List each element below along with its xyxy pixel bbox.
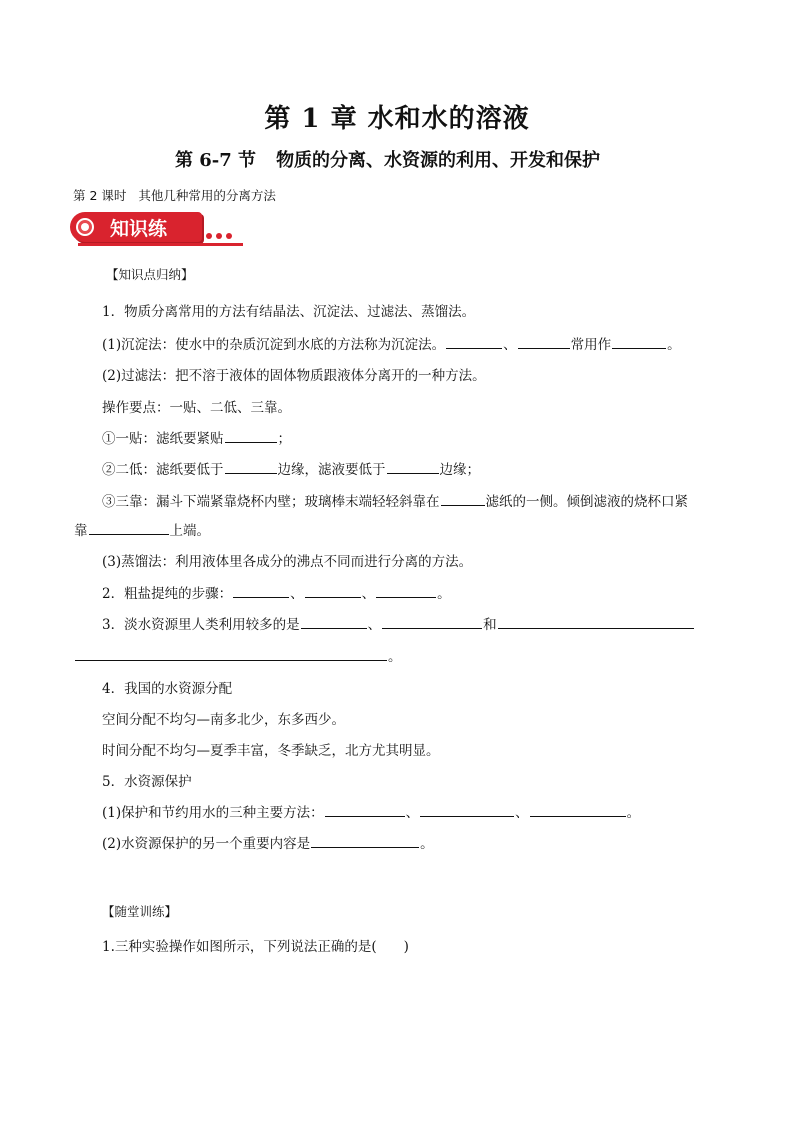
text: 和	[483, 617, 497, 633]
fill-blank[interactable]	[420, 804, 514, 817]
knowledge-line-other	[102, 832, 434, 852]
banner-label: 知识练	[110, 218, 168, 240]
text: 、	[290, 586, 304, 602]
lesson-title	[73, 186, 276, 204]
text: 、	[361, 586, 376, 602]
text: 靠	[74, 523, 88, 539]
text: 。	[626, 805, 641, 821]
fill-blank[interactable]	[382, 616, 482, 629]
fill-blank[interactable]	[325, 804, 405, 817]
knowledge-line-salt-purification	[102, 582, 451, 602]
fill-blank[interactable]	[305, 585, 361, 598]
knowledge-line-sedimentation	[102, 333, 681, 353]
knowledge-line-two-low	[102, 458, 480, 478]
knowledge-line-one-stick	[102, 427, 291, 447]
fill-blank[interactable]	[225, 461, 277, 474]
chapter-title: 第 1 章 水和水的溶液	[264, 104, 530, 134]
text: 上端。	[169, 523, 210, 539]
text: (1)保护和节约用水的三种主要方法：	[102, 805, 324, 821]
fill-blank[interactable]	[518, 336, 570, 349]
section-subtitle	[175, 146, 600, 172]
knowledge-line-three-lean-cont	[74, 519, 210, 539]
text: 边缘，滤液要低于	[277, 462, 386, 478]
fill-blank[interactable]	[89, 522, 169, 535]
fill-blank[interactable]	[311, 835, 419, 848]
knowledge-line-methods	[102, 801, 640, 821]
text: 滤纸的一侧。倾倒滤液的烧杯口紧	[485, 494, 688, 510]
knowledge-line-freshwater	[102, 613, 695, 633]
knowledge-heading: 【知识点归纳】	[106, 267, 194, 282]
knowledge-line-distillation: (3)蒸馏法：利用液体里各成分的沸点不同而进行分离的方法。	[102, 554, 473, 570]
fill-blank[interactable]	[441, 493, 485, 506]
ellipsis-dots-icon	[206, 224, 236, 243]
knowledge-line-filtration: (2)过滤法：把不溶于液体的固体物质跟液体分离开的一种方法。	[102, 368, 486, 384]
knowledge-line-key-points: 操作要点：一贴、二低、三靠。	[102, 400, 291, 416]
practice-heading: 【随堂训练】	[102, 904, 178, 919]
fill-blank[interactable]	[498, 616, 694, 629]
fill-blank[interactable]	[530, 804, 626, 817]
text: 常用作	[570, 337, 612, 353]
text: 3．淡水资源里人类利用较多的是	[102, 617, 300, 633]
text: (2)水资源保护的另一个重要内容是	[102, 836, 311, 852]
banner-underline	[78, 243, 243, 246]
fill-blank[interactable]	[301, 616, 367, 629]
text: 边缘；	[439, 462, 480, 478]
fill-blank[interactable]	[376, 585, 436, 598]
fill-blank[interactable]	[75, 648, 387, 661]
section-number: 第 6-7 节	[175, 150, 257, 171]
text: ①一贴：滤纸要紧贴	[102, 431, 224, 447]
text: 、	[367, 617, 382, 633]
text: 、	[503, 337, 517, 353]
banner-badge	[70, 212, 202, 242]
text: ③三靠：漏斗下端紧靠烧杯内壁；玻璃棒末端轻轻斜靠在	[102, 494, 440, 510]
fill-blank[interactable]	[225, 430, 277, 443]
lesson-name: 其他几种常用的分离方法	[138, 188, 276, 203]
knowledge-line-temporal: 时间分配不均匀—夏季丰富，冬季缺乏，北方尤其明显。	[102, 743, 440, 759]
badge-dot-icon	[81, 223, 89, 231]
section-name: 物质的分离、水资源的利用、开发和保护	[276, 150, 601, 171]
text: ；	[277, 431, 291, 447]
knowledge-line-distribution: 4．我国的水资源分配	[102, 681, 233, 697]
knowledge-line-freshwater-cont	[74, 645, 402, 665]
text: ②二低：滤纸要低于	[102, 462, 224, 478]
knowledge-banner	[70, 212, 245, 246]
knowledge-line-spatial: 空间分配不均匀—南多北少，东多西少。	[102, 712, 345, 728]
text: 。	[437, 586, 451, 602]
fill-blank[interactable]	[387, 461, 439, 474]
lesson-number: 第 2 课时	[73, 188, 127, 203]
text: 、	[515, 805, 529, 821]
text: 。	[388, 649, 402, 665]
knowledge-line-three-lean	[102, 490, 688, 510]
fill-blank[interactable]	[612, 336, 666, 349]
fill-blank[interactable]	[233, 585, 289, 598]
text: 、	[405, 805, 420, 821]
knowledge-line-protection: 5．水资源保护	[102, 774, 192, 790]
text: (1)沉淀法：使水中的杂质沉淀到水底的方法称为沉淀法。	[102, 337, 446, 353]
text: 。	[420, 836, 434, 852]
knowledge-line-1: 1．物质分离常用的方法有结晶法、沉淀法、过滤法、蒸馏法。	[102, 304, 476, 320]
fill-blank[interactable]	[446, 336, 502, 349]
practice-question-1: 1.三种实验操作如图所示，下列说法正确的是( )	[102, 939, 409, 955]
text: 。	[667, 337, 681, 353]
text: 2．粗盐提纯的步骤：	[102, 586, 233, 602]
